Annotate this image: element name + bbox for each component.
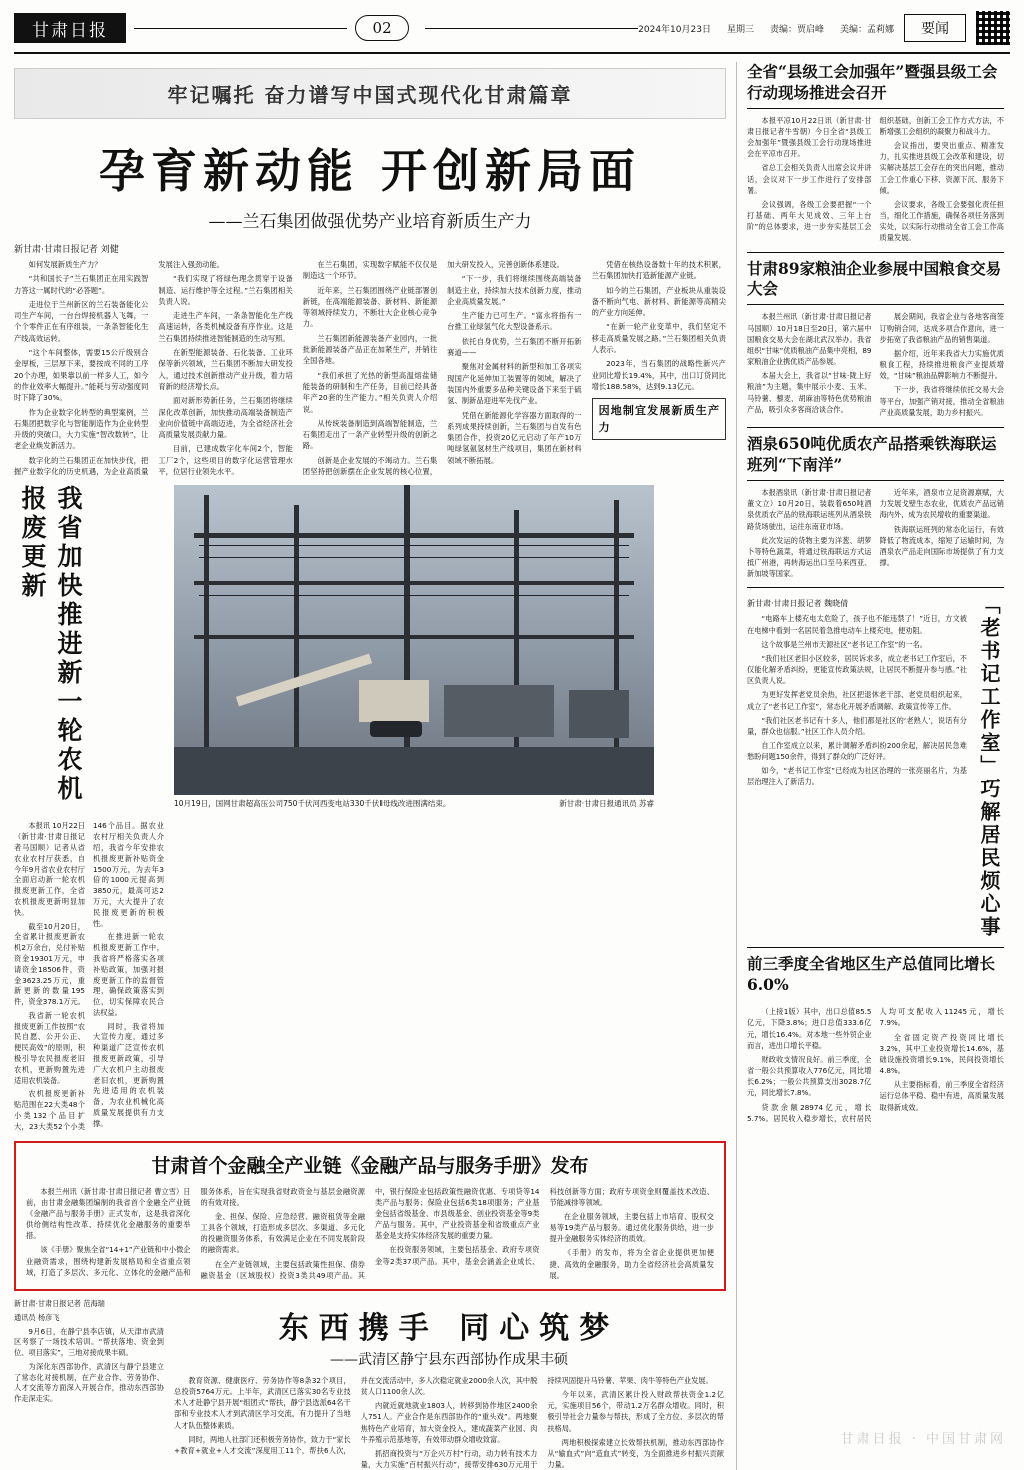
finance-paragraph: 在全产业链领域，主要包括政策性担保、债券融资基金（区域股权）投资3类共49项产品。其中，银行保险业包括政策性融资优惠、专项贷等14类产品与服务；保险业包括6类18项服务；产业基金包括省级基金、市县级基金、创业投资基金等9类产品与服务。其中，产业投资基金和省级重点产业基金是支持实体经济发展的重要力量。 xyxy=(200,1186,540,1280)
section-label: 要闻 xyxy=(904,14,966,42)
union-paragraph: 会议指出，要突出重点、精准发力，扎实推进县级工会改革和建设，切实解决基层工会存在的突出问题，推动工会工作重心下移、资源下沉、服务下倾。 xyxy=(879,141,1004,195)
lead-paragraph: 如何发展新质生产力？ xyxy=(28,260,102,269)
main-column xyxy=(14,62,726,1470)
secretary-paragraph: 这个故事是兰州市天源社区“老书记工作室”的一名。 xyxy=(761,639,927,649)
article-grain-expo xyxy=(747,259,1004,420)
agri-paragraph: 在推进新一轮农机报废更新工作中，我省将严格落实各项补贴政策，加强对报废更新工作的监督管理，确保政策落实到位，切实保障农民合法权益。 xyxy=(93,932,164,1017)
lead-paragraph: “下一步，我们将继续围绕高端装备制造主业，持续加大技术创新力度，推动企业高质量发展。” xyxy=(447,274,582,306)
secretary-byline: 新甘肃·甘肃日报记者 魏晓倩 xyxy=(747,599,849,609)
photo-ground xyxy=(174,747,654,795)
gdp-paragraph: 贷款余额28974亿元，增长5.7%。居民收入稳步增长，农村居民人均可支配收入11245元，增长7.9%。 xyxy=(747,1007,1004,1123)
finance-paragraph: 在企业服务领域，主要包括上市培育、股权交易等19类产品与服务。通过优化服务供给，进一步提升金融服务实体经济的质效。 xyxy=(549,1211,714,1244)
grain-paragraph: 本届大会上，我省以“甘味·陇上好粮油”为主题，集中展示小麦、玉米、马铃薯、藜麦、胡麻油等特色优势粮油产品，吸引众多客商洽谈合作。 xyxy=(747,371,872,414)
newspaper-logo: 甘肃日报 xyxy=(14,13,126,43)
bottom-byline-2: 通讯员 杨彦飞 xyxy=(14,1312,60,1322)
article-gdp xyxy=(747,954,1004,1123)
finance-handbook-title: 甘肃首个金融全产业链《金融产品与服务手册》发布 xyxy=(151,1154,589,1177)
pylon-crossarm xyxy=(194,635,634,639)
lead-body xyxy=(14,259,726,477)
divider xyxy=(747,427,1004,428)
photo-caption: 10月19日，国网甘肃超高压公司750千伏河西变电站330千伏Ⅱ母线改进围满结束。 xyxy=(174,799,451,809)
article-union-meeting xyxy=(747,62,1004,244)
lead-subheadline: ——兰石集团做强优势产业培育新质生产力 xyxy=(208,212,532,232)
issue-date: 2024年10月23日 xyxy=(638,24,711,35)
rail-sea-body xyxy=(747,487,1004,579)
gdp-title: 前三季度全省地区生产总值同比增长6.0% xyxy=(747,954,996,995)
pylon-crossarm xyxy=(194,581,634,585)
lead-paragraph: 创新是企业发展的不竭动力。兰石集团坚持把创新摆在企业发展的核心位置，加大研发投入，完善创新体系建设。 xyxy=(302,260,564,477)
agri-paragraph: 我省新一轮农机报废更新工作按照“农民自愿、公开公正、便民高效”的原则，积极引导农民报废老旧农机，更新购置先进适用农机装备。 xyxy=(14,1010,85,1085)
agri-title: 我省加快推进新一轮农机报废更新 xyxy=(18,485,83,805)
middle-zone xyxy=(14,485,726,1132)
cooperation-sidebar xyxy=(14,1299,164,1470)
union-paragraph: 会议要求，各级工会要强化责任担当，细化工作措施，确保各项任务落到实处，以实际行动推动全省工会工作高质量发展。 xyxy=(879,199,1004,243)
equipment-cabinet xyxy=(444,685,554,737)
designer-credit: 美编：孟莉娜 xyxy=(840,24,895,35)
issue-weekday: 星期三 xyxy=(726,24,754,35)
grain-paragraph: 据介绍，近年来我省大力实施优质粮食工程，持续推进粮食产业提质增效，“甘味”粮油品牌影响力不断提升。 xyxy=(879,348,1004,381)
lead-paragraph: “我们实现了将绿色理念贯穿于设备制造、运行维护等全过程。”兰石集团相关负责人说。 xyxy=(158,274,293,306)
substation-photo xyxy=(174,485,654,795)
lead-paragraph: 2023年，当石集团的战略性新兴产业同比增长19.4%，其中，出口订货同比增长188.58%，达到9.13亿元。 xyxy=(591,359,726,391)
grain-paragraph: 展会期间，我省企业与各地客商签订购销合同，达成多项合作意向，进一步拓宽了我省粮油产品的销售渠道。 xyxy=(879,312,1004,344)
cooperation-paragraph: 同时，两地人社部门还积极劳务协作，致力于“家长+教育+就业+人才交流”深度用工11个，帮扶6人次，并在交流活动中，多人次稳定就业2000余人次，其中脱贫人口1100余人次。 xyxy=(174,1375,538,1455)
photo-caption-row xyxy=(174,798,654,809)
lead-paragraph: 生产能力已可生产。“富永将指有一台推工业绿氢气化大型设备系示。 xyxy=(447,311,582,332)
right-column xyxy=(736,62,1004,1470)
pylon-mast xyxy=(294,505,299,785)
cooperation-body xyxy=(174,1375,724,1470)
lead-paragraph: 走进位于兰州新区的兰石装备能化公司生产车间，一台台焊接机器人飞舞，一个个零件正在有序组装，一条条智能化生产线高效运转。 xyxy=(14,299,149,343)
bottom-zone xyxy=(14,1299,726,1470)
lead-paragraph: 凭借在核热设备数十年的技术积累，兰石集团加快打造新能源产业链。 xyxy=(591,260,726,281)
page-body xyxy=(14,62,1010,1470)
lead-headline: 孕育新动能 开创新局面 xyxy=(98,144,641,198)
union-meeting-title: 全省“县级工会加强年”暨强县级工会行动现场推进会召开 xyxy=(747,62,1004,109)
page-number: 02 xyxy=(355,15,409,41)
pylon-crossarm xyxy=(194,533,634,538)
lead-paragraph: 近年来，兰石集团围绕产业链部署创新链，在高端能源装备、新材料、新能源等领域持续发力，不断壮大企业核心竞争力。 xyxy=(302,285,438,329)
finance-paragraph: 在投资服务领域，主要包括基金、政府专项资金等2类37项产品。其中，基金会涵盖企业成长、科技创新等方面；政府专项资金则覆盖技术改造、节能减排等领域。 xyxy=(375,1186,714,1266)
power-line xyxy=(199,595,629,596)
secretary-title: 「老书记工作室」巧解居民烦心事 xyxy=(977,594,1001,940)
lead-banner-text: 牢记嘱托 奋力谱写中国式现代化甘肃篇章 xyxy=(167,83,573,107)
power-line xyxy=(199,545,629,546)
masthead-rule xyxy=(134,28,347,29)
lead-paragraph: 在新型能源装备、石化装备、工业环保等新兴领域，兰石集团不断加大研发投入，通过技术创新推动产业升级，着力培育新的经济增长点。 xyxy=(158,348,293,391)
cooperation-title: 东西携手 同心筑梦 xyxy=(278,1310,620,1346)
gdp-paragraph: 全省固定资产投资同比增长3.2%，其中工业投资增长14.6%，基础设施投资增长9.1%，民间投资增长4.8%。 xyxy=(879,1032,1004,1076)
secretary-paragraph: “我们社区老旧小区较多，居民诉求多，成立老书记工作室后，不仅能化解矛盾纠纷，更能宣传政策法规，让居民不断提升参与感。”社区负责人说。 xyxy=(747,653,967,686)
editor-credit: 责编：贾启峰 xyxy=(769,24,824,35)
agri-article xyxy=(14,485,164,1132)
agri-paragraph: 农机报废更新补贴范围在22大类48个小类132个品目扩大，23大类52个小类146个品目。据农业农村厅相关负责人介绍，我省今年安排农机报废更新补贴资金1500万元，为去年3倍的1000元提高到3850元，最高可达2万元，大大提升了农民报废更新的积极性。 xyxy=(14,821,164,1131)
bottom-left-paragraph: 9月6日，在静宁县李店镇，从天津市武清区考察了一场技术培训。“帮扶落地、资金到位、项目落实”，三地对接成果丰硕。 xyxy=(14,1326,164,1358)
bottom-left-paragraph: 为深化东西部协作，武清区与静宁县建立了常态化对接机制，在产业合作、劳务协作、人才交流等方面深入开展合作，推动东西部协作走深走实。 xyxy=(14,1361,164,1404)
agri-paragraph: 同时，我省将加大宣传力度，通过多种渠道广泛宣传农机报废更新政策，引导广大农机户主动报废老旧农机，更新购置先进适用的农机装备，为农业机械化高质量发展提供有力支撑。 xyxy=(93,1021,164,1128)
union-paragraph: 省总工会相关负责人出席会议并讲话，会议对下一步工作进行了安排部署。 xyxy=(747,163,872,195)
crane-tracks xyxy=(370,721,422,737)
grain-expo-title: 甘肃89家粮油企业参展中国粮食交易大会 xyxy=(747,259,1004,306)
lead-paragraph: 数字化的兰石集团正在加快步伐，把握产业数字化的历史机遇，为企业高质量发展注入强劲动能。 xyxy=(14,260,225,477)
lead-paragraph: 兰石集团新能源装备产业园内，一批批新能源装备产品正在加紧生产，并销往全国各地。 xyxy=(302,333,438,366)
secretary-paragraph: “电路车上楼充电太危险了，孩子也不能违禁了！”近日，方文被在电梯中看到一名居民着急推电动车上楼充电，便劝阻。 xyxy=(747,614,967,635)
union-paragraph: 会议强调，各级工会要把握“一个打基础、两年大见成效、三年上台阶”的总体要求，进一步夯实基层工会组织基础，创新工会工作方式方法，不断增强工会组织的凝聚力和战斗力。 xyxy=(747,115,1004,232)
rail-byline: 本报酒泉讯（新甘肃·甘肃日报记者 董文立）10月20日，装载着650吨酒泉优质农产品的铁海联运班列从酒泉铁路货场驶出，运往东南亚市场。 xyxy=(747,488,872,531)
gdp-paragraph: 从主要指标看，前三季度全省经济运行总体平稳、稳中有进，高质量发展取得新成效。 xyxy=(879,1080,1004,1112)
lead-paragraph: 走进生产车间，一条条智能化生产线高速运转，各类机械设备有序作业。这是兰石集团持续推进智能制造的生动写照。 xyxy=(158,311,293,343)
lead-paragraph: 聚焦对金属材料的新型和加工各项实现国产化延伸加工装置等的领域，解决了装国内外重要多品种关键设备下来至于硫氢、制新品迎进军先伐产业。 xyxy=(447,362,582,406)
lead-paragraph: “在新一轮产业变革中，我们坚定不移走高质量发展之路。”兰石集团相关负责人表示。 xyxy=(591,322,726,355)
secretary-paragraph: 自工作室成立以来，累计调解矛盾纠纷200余起，解决居民急难愁盼问题150余件，得到了群众的广泛好评。 xyxy=(747,740,967,762)
lead-paragraph: 面对新形势新任务，兰石集团将继续深化改革创新，加快推动高端装备制造产业向价值链中高端迈进，为全省经济社会高质量发展贡献力量。 xyxy=(158,396,293,440)
qr-code-icon[interactable] xyxy=(976,11,1010,45)
agri-byline: 本报讯 10月22日（新甘肃·甘肃日报记者马国顺）记者从省农业农村厅获悉，自今年9月省农业农村厅全面启动新一轮农机报废更新工作，全省农机报废更新明显加快。 xyxy=(14,821,85,917)
gdp-paragraph: （上接1版）其中，出口总值85.5亿元，下降3.8%；进口总值333.6亿元，增长16.4%。对本地一些外贸企业而言，进出口增长平稳。 xyxy=(747,1007,872,1050)
photo-credit: 新甘肃·甘肃日报通讯员 苏睿 xyxy=(559,799,654,809)
lead-banner xyxy=(14,68,726,119)
grain-expo-body xyxy=(747,311,1004,419)
finance-handbook-article xyxy=(14,1141,726,1291)
union-meeting-body xyxy=(747,115,1004,244)
secretary-paragraph: 为更好发挥老党员余热，社区把退休老干部、老党员组织起来，成立了“老书记工作室”，常态化开展矛盾调解、政策宣传等工作。 xyxy=(747,690,967,711)
rail-paragraph: 此次发运的货物主要为洋葱、胡萝卜等特色蔬菜，将通过铁海联运方式运抵广州港，再转海运出口至马来西亚、新加坡等国家。 xyxy=(747,535,872,579)
masthead-meta xyxy=(638,22,894,35)
cooperation-paragraph: 教育资源、健康医疗、劳务协作等8条32个项目，总投资5764万元。上半年，武清区已落实30名专业技术人才赴静宁县开展“组团式”帮扶，静宁县选派64名干部和专业技术人才到武清区学习交流，有力提升了当地人才队伍整体素质。 xyxy=(174,1375,351,1430)
power-line xyxy=(199,557,629,558)
pylon-mast xyxy=(204,495,209,785)
finance-byline: 本报兰州讯（新甘肃·甘肃日报记者 曹立雪）日前，由甘肃金融集团编制的我省首个金融全产业链《金融产品与服务手册》正式发布，这是我省深化供给侧结构性改革、持续优化金融服务的重要举措。 xyxy=(26,1186,191,1241)
lead-paragraph: 如今的兰石集团，产业板块从重装设备不断向气电、新材料、新能源等高精尖的产业方向延伸。 xyxy=(591,285,726,318)
rail-sea-title: 酒泉650吨优质农产品搭乘铁海联运班列“下南洋” xyxy=(747,434,1004,481)
gdp-body xyxy=(747,1006,1004,1124)
masthead xyxy=(14,8,1010,54)
pylon-mast xyxy=(614,500,619,785)
photo-block xyxy=(174,485,654,1132)
gdp-paragraph: 财政收支情况良好。前三季度，全省一般公共预算收入776亿元，同比增长6.2%；一般公共预算支出3028.7亿元，同比增长7.8%。 xyxy=(747,1054,872,1098)
finance-paragraph: 该《手册》聚焦全省“14+1”产业链和中小微企业融资需求，围绕构建新发展格局和全省重点领域，打造了多层次、多元化、立体化的金融产品和服务体系，旨在实现我省财政资金与基层金融资源的有效对接。 xyxy=(26,1186,365,1277)
cooperation-paragraph: 内就近就地就业1803人，转移到协作地区2400余人751人。产业合作是东西部协作的“重头戏”。两地聚焦特色产业培育，加大资金投入，建成蔬菜产业园、肉牛养殖示范基地等，有效带动群众增收致富。 xyxy=(360,1401,538,1444)
pylon-mast xyxy=(514,510,519,785)
rail-paragraph: 铁海联运班列的常态化运行，有效降低了物流成本，缩短了运输时间，为酒泉农产品走向国际市场提供了有力支撑。 xyxy=(879,524,1004,568)
lead-tag: 因地制宜发展新质生产力 xyxy=(592,398,726,440)
divider xyxy=(747,587,1004,588)
divider xyxy=(747,947,1004,948)
agri-paragraph: 截至10月20日，全省累计报废更新农机2万余台，兑付补贴资金19301万元，申请资金18506件，资金3623.25万元，重新更新的数量195件，资金378.1万元。 xyxy=(14,921,85,1007)
lead-paragraph: 从传统装备制造到高端智能制造，兰石集团走出了一条产业转型升级的创新之路。 xyxy=(302,418,438,451)
cooperation-paragraph: 抓招商投资与“万企兴万村”行动，动力转有技术力量，大力实施“百村振兴行动”，接帮安排630万元用于持续巩固提升马铃薯、苹果、肉牛等特色产业发展。 xyxy=(360,1375,713,1469)
grain-paragraph: 下一步，我省将继续依托交易大会等平台，加强产销对接，推动全省粮油产业高质量发展，助力乡村振兴。 xyxy=(879,385,1004,417)
lead-paragraph: “共和国长子”兰石集团正在用实践智力答这一属时代的“必答题”。 xyxy=(14,274,149,295)
cooperation-paragraph: 今年以来，武清区累计投入财政帮扶资金1.2亿元，实施项目56个，带动1.2万名群众增收。同时，积极引导社会力量参与帮扶，形成了全方位、多层次的帮扶格局。 xyxy=(547,1390,724,1433)
lead-paragraph: 依托自身优势，兰石集团不断开拓新赛道—— xyxy=(447,336,582,358)
agri-body xyxy=(14,821,164,1132)
divider xyxy=(747,252,1004,253)
lead-paragraph: 作为企业数字化转型的典型案例，兰石集团把数字化与智能制造作为企业转型升级的突破口，大力实施“智改数转”，让老企业焕发新活力。 xyxy=(14,407,149,451)
union-byline: 本报平凉10月22日讯（新甘肃·甘肃日报记者牛雪朝）今日全省“县级工会加强年”暨强县级工会行动现场推进会在平凉市召开。 xyxy=(747,115,872,159)
cooperation-article xyxy=(174,1299,724,1470)
watermark: 甘肃日报 · 中国甘肃网 xyxy=(840,1432,1006,1447)
lead-paragraph: 在兰石集团，实现数字赋能不仅仅是制造这一个环节。 xyxy=(302,260,438,281)
cooperation-paragraph: 两地积极探索建立长效帮扶机制，推动东西部协作从“输血式”向“造血式”转变，为全面推进乡村振兴贡献力量。 xyxy=(547,1437,724,1469)
finance-paragraph: 《手册》的发布，将为全省企业提供更加便捷、高效的金融服务，助力全省经济社会高质量发展。 xyxy=(549,1248,714,1280)
crane-body xyxy=(359,680,429,722)
secretary-paragraph: “我们社区老书记有十多人，他们都是社区的‘老熟人’，说话有分量，群众也信服。”社区工作人员介绍。 xyxy=(747,715,967,736)
masthead-rule-2 xyxy=(425,28,638,29)
secretary-body xyxy=(747,613,967,787)
grain-byline: 本报兰州讯（新甘肃·甘肃日报记者马国顺）10月18日至20日，第六届中国粮食交易大会在湖北武汉举办。我省组织“甘味”优质粮油产品集中亮相，89家粮油企业携优质产品参展。 xyxy=(747,312,872,367)
finance-handbook-body xyxy=(26,1186,714,1281)
finance-paragraph: 金、担保、保险、应急经营、融资租赁等金融工具各个领域，打造形成多层次、多渠道、多元化的投融资服务体系，有效满足企业在不同发展阶段的融资需求。 xyxy=(200,1211,365,1255)
cooperation-subtitle: ——武清区静宁县东西部协作成果丰硕 xyxy=(330,1351,568,1368)
rail-paragraph: 近年来，酒泉市立足资源禀赋，大力发展戈壁生态农业，优质农产品远销海内外，成为农民增收的重要渠道。 xyxy=(879,488,1004,520)
lead-paragraph: 目前，已建成数字化车间2个，智能工厂2个，这些项目的数字化运营管理水平，位居行业领先水平。 xyxy=(158,444,293,477)
article-old-secretary xyxy=(747,594,1004,939)
lead-byline: 新甘肃·甘肃日报记者 刘健 xyxy=(14,245,119,255)
secretary-paragraph: 如今，“老书记工作室”已经成为社区治理的一张亮丽名片，为基层治理注入了新活力。 xyxy=(747,766,967,787)
bottom-byline-1: 新甘肃·甘肃日报记者 范海瑞 xyxy=(14,1298,105,1308)
article-rail-sea xyxy=(747,434,1004,579)
equipment-cabinet xyxy=(569,690,629,738)
lead-paragraph: “我们承担了光热的新型高温熔盐储能装备的研制和生产任务，目前已经具备年产20套的生产能力。”相关负责人介绍说。 xyxy=(302,370,438,414)
lead-paragraph: “这个车间整体，需要15公斤级别合金厚板，三层厚下来，要按成不同的工序20个办理，如果靠以前一样多人工，如今的作业效率大幅提升。”能耗与劳动强度同时下降了30%。 xyxy=(14,348,149,403)
lead-paragraph: 凭借在新能源化学容器方面取得的一系列成果持续创新，兰石集团与自发有色集团合作，投资20亿元启动了年产10万吨绿氢氨氢材生产线项目，集团在新材料领域不断拓展。 xyxy=(447,410,582,465)
